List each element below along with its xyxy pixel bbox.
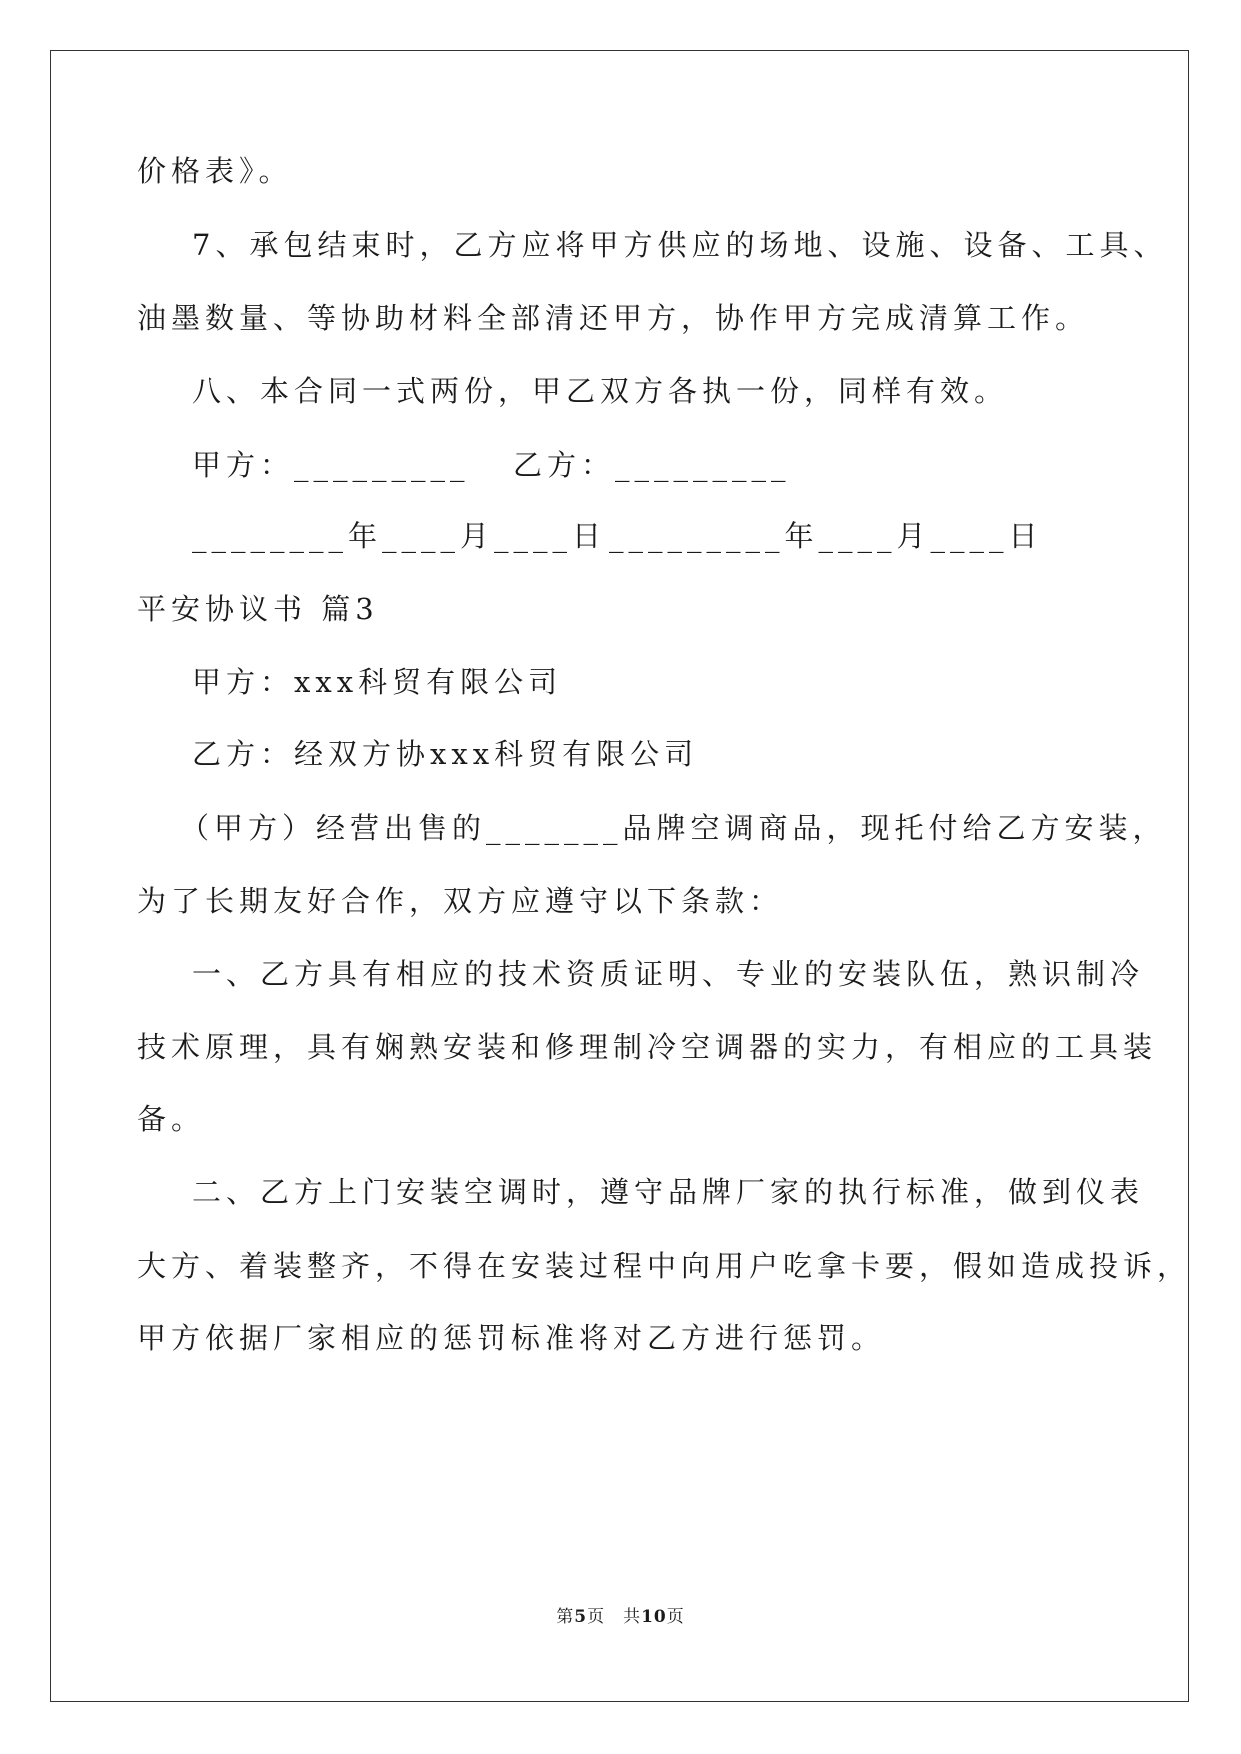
date-party-b: _________年____月____日 [609,519,1043,553]
text-line-clause-1c: 备。 [137,1102,206,1136]
page-frame [50,50,1192,1702]
text-line-clause-7a: 7、承包结束时，乙方应将甲方供应的场地、设施、设备、工具、 [192,228,1168,262]
page-number-prefix: 第 [556,1607,575,1627]
text-line-clause-1b: 技术原理，具有娴熟安装和修理制冷空调器的实力，有相应的工具装 [137,1030,1158,1064]
signature-party-a: 甲方：_________ [192,448,470,482]
party-b-name: 乙方：经双方协xxx科贸有限公司 [192,737,699,771]
page-number-suffix: 页 [666,1607,685,1627]
page-number-current: 5 [574,1607,588,1627]
page-number-middle: 页 共 [587,1607,642,1627]
text-line-price-table: 价格表》。 [137,154,293,188]
section-heading: 平安协议书 篇3 [137,592,379,626]
text-line-clause-7b: 油墨数量、等协助材料全部清还甲方，协作甲方完成清算工作。 [137,301,1090,335]
text-line-intro-a: （甲方）经营出售的_______品牌空调商品，现托付给乙方安装， [180,811,1167,845]
page-number [0,1602,1241,1627]
text-line-clause-2b: 大方、着装整齐，不得在安装过程中向用户吃拿卡要，假如造成投诉， [137,1249,1192,1283]
party-a-name: 甲方：xxx科贸有限公司 [192,665,563,699]
text-line-clause-2a: 二、乙方上门安装空调时，遵守品牌厂家的执行标准，做到仪表 [192,1175,1145,1209]
page-number-total: 10 [641,1607,667,1627]
text-line-clause-2c: 甲方依据厂家相应的惩罚标准将对乙方进行惩罚。 [137,1321,886,1355]
date-party-a: ________年____月____日 [192,519,607,553]
text-line-intro-b: 为了长期友好合作，双方应遵守以下条款： [137,884,784,918]
signature-party-b: 乙方：_________ [513,448,791,482]
text-line-clause-8: 八、本合同一式两份，甲乙双方各执一份，同样有效。 [192,374,1009,408]
text-line-clause-1a: 一、乙方具有相应的技术资质证明、专业的安装队伍，熟识制冷 [192,957,1145,991]
